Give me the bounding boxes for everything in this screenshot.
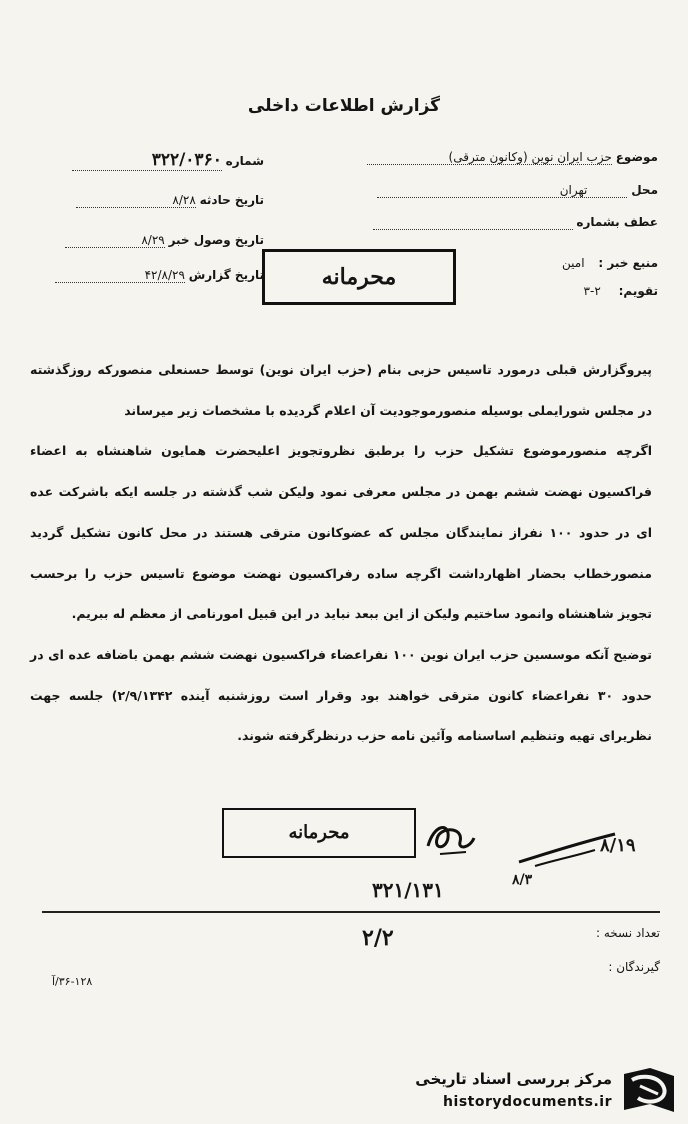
handwritten-date: ۸/۱۹ [600,835,636,856]
subject-label: موضوع [615,150,658,164]
source-field [508,256,658,270]
watermark-url: historydocuments.ir [443,1094,612,1110]
body-paragraph-2: اگرچه منصورموضوع تشکیل حزب را برطبق نظروتجویز اعلیحضرت همایون شاهنشاه به اعضاء فراکسیون نهضت ششم بهمن در مجلس معرفی نمود ولیکن شب گذشته در جلسه ایکه باشرکت عده ای در حدود ۱۰۰ نفراز نمایندگان مجلس که عضوکانون مترقی هستند در محل کانون تشکیل گردید منصورخطاب بحضار اظهارداشت اگرچه ساده رفراکسیون نهضت موضوع تاسیس حزب را برحسب تجویز شاهنشاه وانمود ساختیم ولیکن از این ببعد نباید در این قبیل امورنامی از معظم له ببریم. [30,443,652,622]
reference-value [373,215,573,230]
rating-value: ۲-۳ [583,284,601,298]
signature-scribble [420,816,480,860]
handwritten-signature [420,816,480,864]
number-field [34,150,264,171]
number-value: ۳۲۲/۰۳۶۰ [72,150,222,171]
rating-label: تقویم: [618,284,658,298]
place-value: تهران [377,183,627,198]
classification-stamp: محرمانه [262,249,456,305]
watermark-title: مرکز بررسی اسناد تاریخی [415,1070,612,1088]
rating-field [508,284,658,298]
reference-field [338,215,658,230]
source-value: امین [562,256,585,270]
place-label: محل [631,183,658,197]
receipt-date-field [34,233,264,248]
report-date-label: تاریخ گزارش [188,268,264,282]
footer-divider [42,911,660,913]
report-date-field [34,268,264,283]
event-date-label: تاریخ حادثه [199,193,264,207]
source-label: منبع خبر : [598,256,658,270]
place-field [338,183,658,198]
subject-value: حزب ایران نوین (وکانون مترقی) [367,150,612,165]
report-date-value: ۴۲/۸/۲۹ [55,268,185,283]
event-date-field [34,193,264,208]
receipt-date-value: ۸/۲۹ [65,233,165,248]
document-title: گزارش اطلاعات داخلی [247,96,441,116]
report-body [30,350,652,757]
receipt-date-label: تاریخ وصول خبر [168,233,264,247]
copies-field: تعداد نسخه : [595,926,660,940]
event-date-value: ۸/۲۸ [76,193,196,208]
recipients-field: گیرندگان : [608,960,660,974]
body-paragraph-1: پیروگزارش قبلی درمورد تاسیس حزبی بنام (حزب ایران نوین) توسط حسنعلی منصورکه روزگذشته در مجلس شورایملی بوسیله منصورموجودیت آن اعلام گردیده با مشخصات زیر میرساند [30,362,652,418]
handwritten-small-mark: ۸/۳ [512,872,533,888]
form-code: ۳۶-۱۲۸/آ [52,975,93,988]
body-paragraph-3: توضیح آنکه موسسین حزب ایران نوین ۱۰۰ نفراعضاء فراکسیون نهضت ششم بهمن باضافه عده ای در حدود ۳۰ نفراعضاء کانون مترقی خواهند بود وقرار است روزشنبه آینده ۲/۹/۱۳۴۲) جلسه جهت نظریرای تهیه وتنظیم اساسنامه وآئین نامه حزب درنظرگرفته شوند. [30,646,653,744]
reference-label: عطف بشماره [576,215,658,229]
watermark-footer [400,1062,682,1120]
archive-logo-icon [620,1064,678,1122]
subject-field [338,150,658,165]
bottom-classification-stamp: محرمانه [222,808,416,858]
handwritten-reference: ۳۲۱/۱۳۱ [372,878,444,902]
number-label: شماره [225,154,264,168]
page-number: ۲/۲ [362,925,394,951]
